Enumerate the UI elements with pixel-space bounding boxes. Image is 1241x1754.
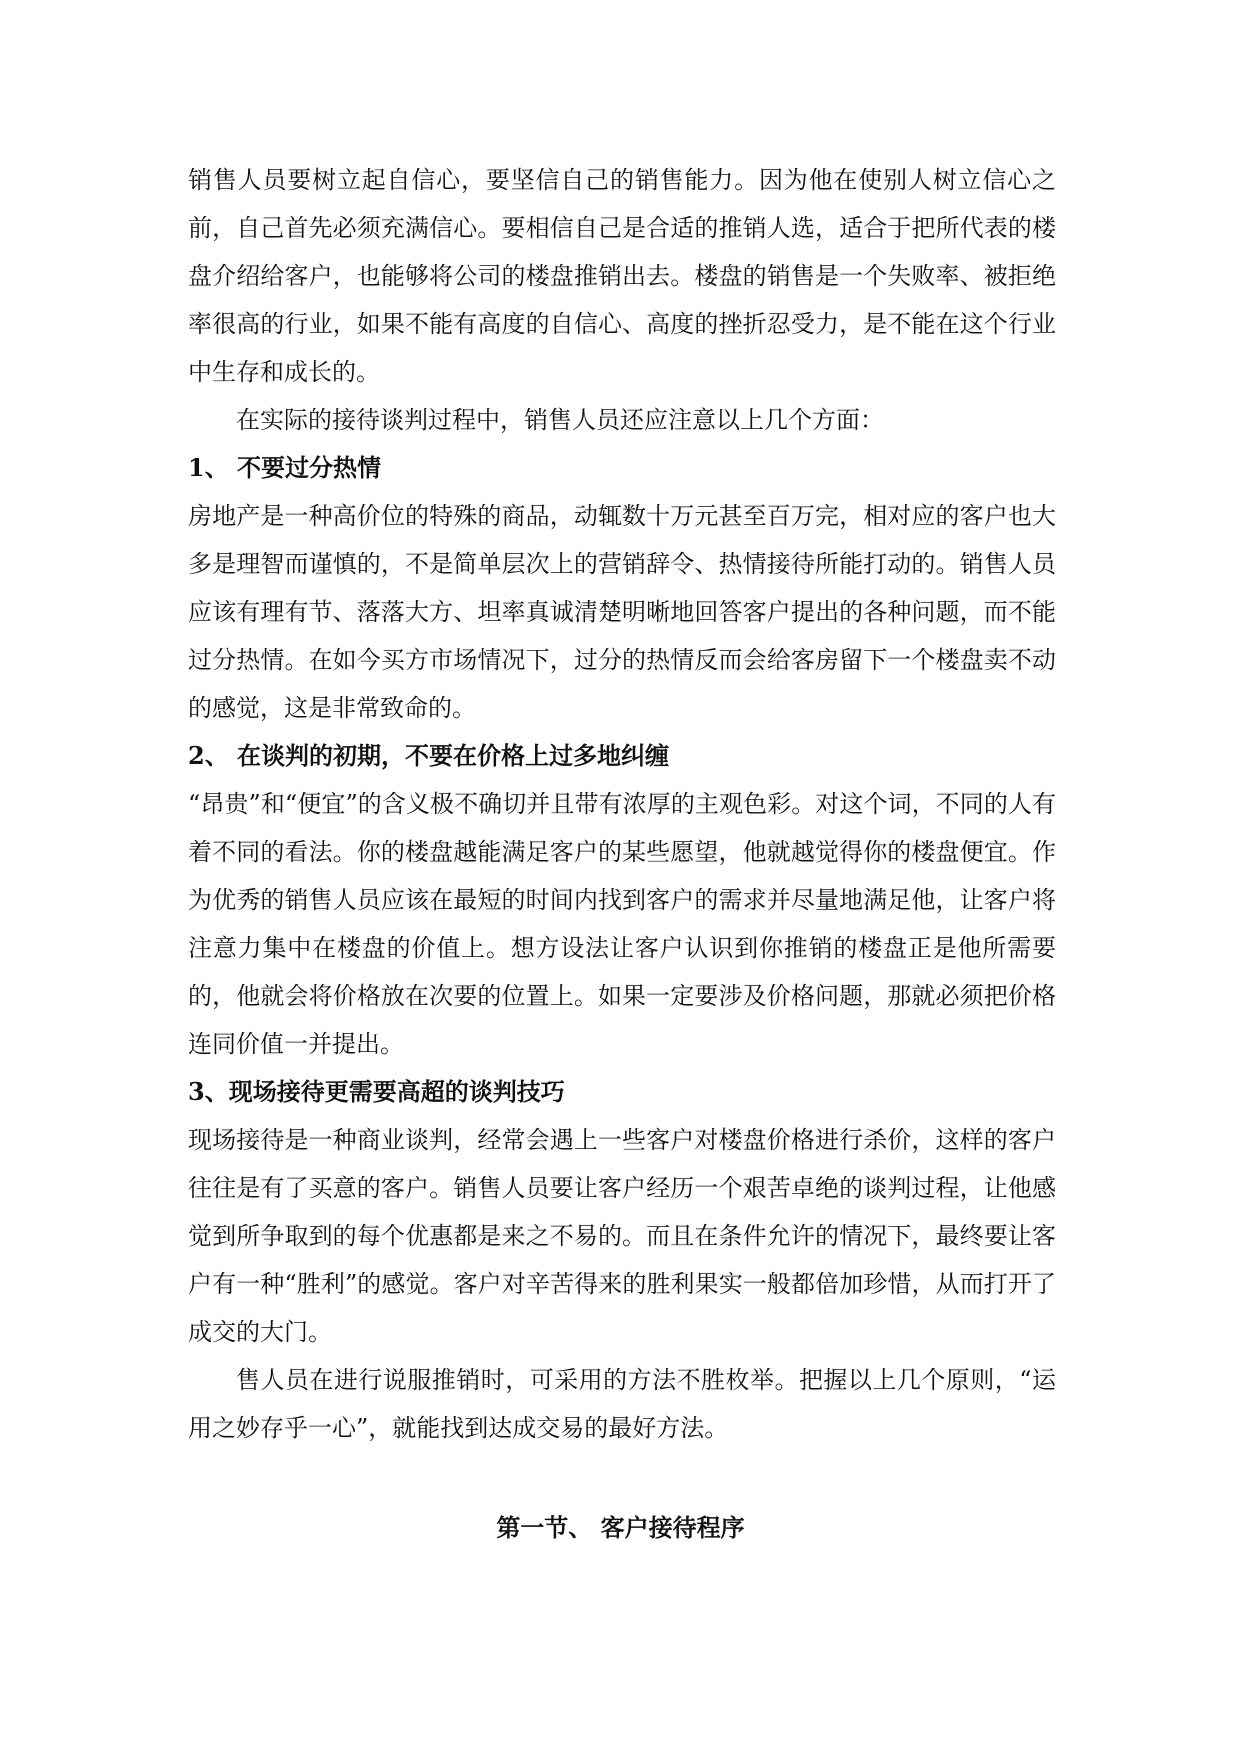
heading-point-3: 3、现场接待更需要高超的谈判技巧 xyxy=(188,1077,565,1106)
section-title: 第一节、 客户接待程序 xyxy=(496,1513,745,1542)
paragraph-point-2: “昂贵”和“便宜”的含义极不确切并且带有浓厚的主观色彩。对这个词，不同的人有着不同的看法。你的楼盘越能满足客户的某些愿望，他就越觉得你的楼盘便宜。作为优秀的销售人员应该在最短的时间内找到客户的需求并尽量地满足他，让客户将注意力集中在楼盘的价值上。想方设法让客户认识到你推销的楼盘正是他所需要的，他就会将价格放在次要的位置上。如果一定要涉及价格问题，那就必须把价格连同价值一并提出。 xyxy=(188,790,1056,1058)
paragraph-confidence: 销售人员要树立起自信心，要坚信自己的销售能力。因为他在使别人树立信心之前，自己首先必须充满信心。要相信自己是合适的推销人选，适合于把所代表的楼盘介绍给客户，也能够将公司的楼盘推销出去。楼盘的销售是一个失败率、被拒绝率很高的行业，如果不能有高度的自信心、高度的挫折忍受力，是不能在这个行业中生存和成长的。 xyxy=(188,166,1056,386)
paragraph-point-1: 房地产是一种高价位的特殊的商品，动辄数十万元甚至百万完，相对应的客户也大多是理智而谨慎的，不是简单层次上的营销辞令、热情接待所能打动的。销售人员应该有理有节、落落大方、坦率真诚清楚明晰地回答客户提出的各种问题，而不能过分热情。在如今买方市场情况下，过分的热情反而会给客房留下一个楼盘卖不动的感觉，这是非常致命的。 xyxy=(188,502,1056,722)
heading-point-1: 1、 不要过分热情 xyxy=(188,453,382,482)
document-body xyxy=(188,156,1056,1452)
paragraph-conclusion: 售人员在进行说服推销时，可采用的方法不胜枚举。把握以上几个原则，“运用之妙存乎一心”，就能找到达成交易的最好方法。 xyxy=(188,1366,1056,1442)
paragraph-point-3: 现场接待是一种商业谈判，经常会遇上一些客户对楼盘价格进行杀价，这样的客户往往是有了买意的客户。销售人员要让客户经历一个艰苦卓绝的谈判过程，让他感觉到所争取到的每个优惠都是来之不易的。而且在条件允许的情况下，最终要让客户有一种“胜利”的感觉。客户对辛苦得来的胜利果实一般都倍加珍惜，从而打开了成交的大门。 xyxy=(188,1126,1056,1346)
heading-point-2: 2、 在谈判的初期，不要在价格上过多地纠缠 xyxy=(188,741,670,770)
paragraph-intro-points: 在实际的接待谈判过程中，销售人员还应注意以上几个方面： xyxy=(236,406,884,434)
